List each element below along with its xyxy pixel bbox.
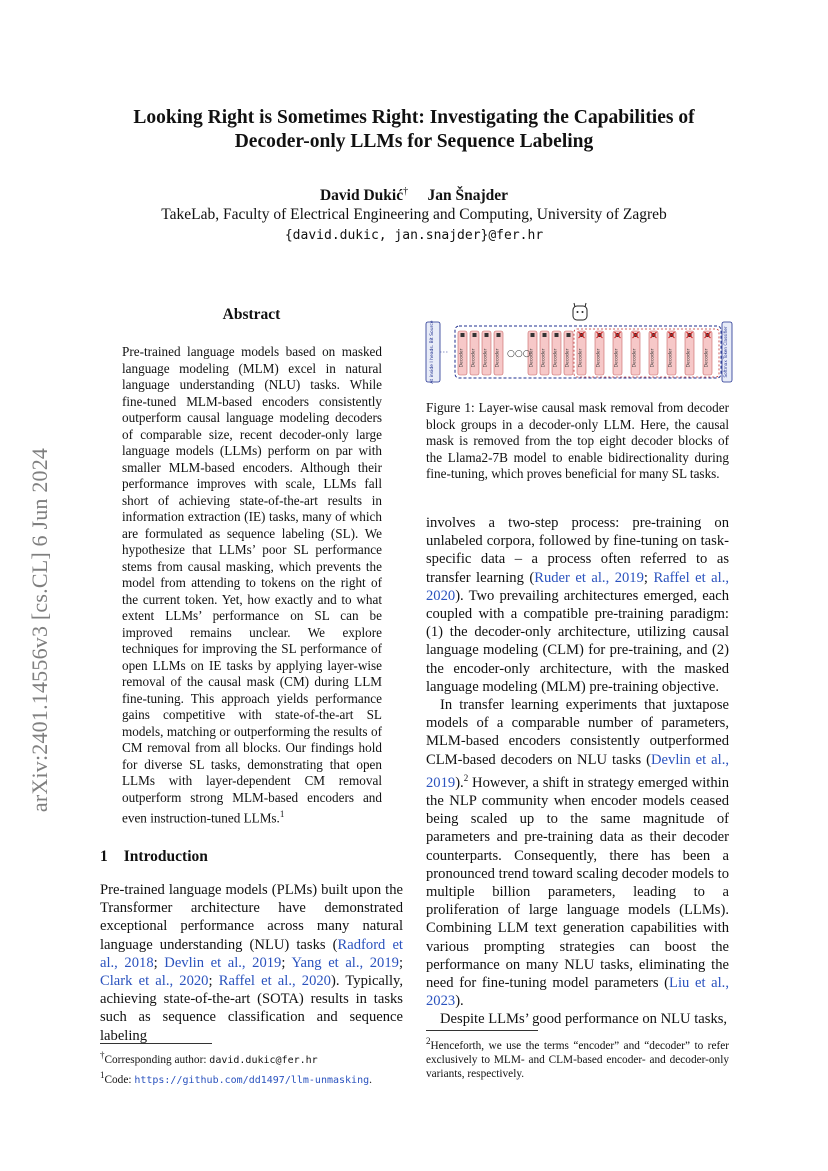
footnote-rule-left [100, 1043, 212, 1044]
footnote-1 [100, 1068, 420, 1088]
decoder-block [470, 331, 479, 375]
arxiv-stamp-text: arXiv:2401.14556v3 [cs.CL] 6 Jun 2024 [27, 447, 52, 813]
classifier-head-label: Softmax Token Classifier [723, 326, 728, 378]
citation-liu[interactable]: Liu et al., 2023 [426, 974, 729, 1010]
footnote-rule-right [426, 1030, 538, 1031]
decoder-block [540, 331, 549, 375]
footnote-dagger-mark: † [100, 1050, 105, 1060]
causal-mask-icon [473, 333, 477, 337]
decoder-label: Decoder [632, 348, 638, 368]
decoder-block [667, 331, 676, 375]
citation-ruder[interactable]: Ruder et al., 2019 [534, 569, 644, 586]
causal-mask-icon [567, 333, 571, 337]
abstract-heading: Abstract [222, 306, 281, 323]
decoder-label: Decoder [704, 348, 710, 368]
footnote-dagger [100, 1048, 420, 1068]
decoder-label: Decoder [553, 348, 559, 368]
right-p2-text-b: However, a shift in strategy emerged within the NLP community when encoder models ceased being scaled up to the same magnitude of parameters and pre-training data as their decoder counterparts. Consequently, there has been a pronounced trend toward scaling decoder models to multiple billion parameters, leading to a proliferation of large language models (LLMs). Combining LLM text generation capabilities with various prompting strategies can boost the performance on many NLU tasks, eliminating the need for fine-tuning model parameters ( [426, 774, 729, 991]
decoder-label: Decoder [686, 348, 692, 368]
citation-raffel-2[interactable]: Raffel et al., 2020 [426, 569, 729, 604]
footnote-1-text: Code: [104, 1073, 135, 1086]
decoder-label: Decoder [541, 348, 547, 368]
footnote-2 [426, 1034, 729, 1081]
ellipsis-dots: ○○○ [507, 349, 531, 359]
footnote-email[interactable]: david.dukic@fer.hr [209, 1054, 318, 1066]
causal-mask-icon [461, 333, 465, 337]
citation-devlin-2[interactable]: Devlin et al., 2019 [426, 751, 729, 791]
decoder-label: Decoder [596, 348, 602, 368]
right-paragraph-1: involves a two-step process: pre-training on unlabeled corpora, followed by fine-tuning on task-specific data – a process often referred to as transfer learning (Ruder et al., 2019; Raffel et al., 2020). Two prevailing architectures emerged, each coupled with a compatible pre-training paradigm: (1) the decoder-only architecture, utilizing causal language modeling (CLM) for pre-training, and (2) the encoder-only architecture, with the masked language modeling (MLM) pre-training objective. [426, 515, 729, 695]
title-line-1: Looking Right is Sometimes Right: Investigating the Capabilities of [133, 107, 695, 128]
citation-devlin[interactable]: Devlin et al., 2019 [164, 954, 282, 971]
footnotes-left [100, 1048, 420, 1088]
decoder-label: Decoder [668, 348, 674, 368]
arxiv-stamp [20, 380, 60, 880]
paper-title [100, 106, 728, 154]
llama-icon [573, 303, 587, 320]
decoder-label: Decoder [565, 348, 571, 368]
decoder-block [595, 331, 604, 375]
section-number: 1 [100, 848, 108, 865]
decoder-block [458, 331, 467, 375]
citation-radford[interactable]: Radford et al., 2018 [100, 936, 403, 971]
abstract-body [122, 344, 382, 827]
right-p1-text-b: ). Two prevailing architectures emerged, each coupled with a compatible pre-training paradigm: (1) the decoder-only architecture, utilizing causal language modeling (CLM) for pre-training, and (2) the encoder-only architecture, with the masked language modeling (MLM) pre-training objective. [426, 587, 729, 695]
decoder-block [631, 331, 640, 375]
classifier-head-box [722, 322, 732, 382]
decoder-label: Decoder [650, 348, 656, 368]
decoder-block [494, 331, 503, 375]
emails: {david.dukic, jan.snajder}@fer.hr [284, 228, 544, 243]
footnote-2-ref: 2 [463, 772, 469, 783]
decoder-block [564, 331, 573, 375]
author-1: David Dukić [319, 187, 404, 205]
author-1-mark: † [403, 186, 409, 197]
causal-mask-icon [555, 333, 559, 337]
footnote-1-mark: 1 [100, 1069, 105, 1080]
right-paragraph-3: Despite LLMs’ good performance on NLU tasks, [440, 1011, 728, 1028]
decoder-block [703, 331, 712, 375]
decoder-block [552, 331, 561, 375]
input-tokens-label: At inside I heads. Bit Source [430, 320, 435, 384]
section-title: Introduction [123, 848, 208, 865]
causal-mask-icon [531, 333, 535, 337]
intro-paragraphs-right [426, 514, 729, 1029]
right-paragraph-2: In transfer learning experiments that juxtapose models of a comparable number of parameters, MLM-based encoders consistently outperformed CLM-based decoders on NLU tasks (Devlin et al., 2019).$^2$ However, a shift in strategy emerged within the NLP community when encoder models ceased being scaled up to the same magnitude of parameters and pre-training data as their decoder counterparts. Consequently, there has been a pronounced trend toward scaling decoder models to multiple billion parameters, leading to a proliferation of large language models (LLMs). Combining LLM text generation capabilities with various prompting strategies can boost the performance on many NLU tasks, eliminating the need for fine-tuning model parameters (Liu et al., 2023). [426, 697, 729, 1010]
figure-1-diagram [424, 300, 734, 390]
intro-paragraph-left: Pre-trained language models (PLMs) built upon the Transformer architecture have demonstrated exceptional performance across many natural language understanding (NLU) tasks (Radford et al., 2018; Devlin et al., 2019; Yang et al., 2019; Clark et al., 2020; Raffel et al., 2020). Typically, achieving state-of-the-art (SOTA) results in tasks such as sequence classification and sequence labeling [100, 882, 404, 1044]
causal-mask-icon [485, 333, 489, 337]
decoder-block [613, 331, 622, 375]
input-tokens-box [426, 320, 440, 383]
decoder-label: Decoder [614, 348, 620, 368]
footnote-dagger-text: Corresponding author: [104, 1053, 210, 1066]
right-p1-text-a: involves a two-step process: pre-training on unlabeled corpora, followed by fine-tuning on task-specific data – a process often referred to as transfer learning ( [426, 515, 729, 586]
decoder-block [649, 331, 658, 375]
decoder-label: Decoder [529, 348, 535, 368]
authors [100, 186, 728, 205]
intro-text-b: ). Typically, achieving state-of-the-art (SOTA) results in tasks such as sequence classification and sequence labeling [100, 973, 404, 1044]
footnote-1-end: . [369, 1073, 372, 1086]
intro-text-a: Pre-trained language models (PLMs) built upon the Transformer architecture have demonstrated exceptional performance across many natural language understanding (NLU) tasks ( [100, 882, 403, 953]
decoder-label: Decoder [483, 348, 489, 368]
abstract-footnote-mark: 1 [279, 809, 285, 819]
author-2: Jan Šnajder [427, 187, 509, 205]
right-p2-text-a: In transfer learning experiments that juxtapose models of a comparable number of parameters, MLM-based encoders consistently outperformed CLM-based decoders on NLU tasks ( [426, 697, 729, 768]
causal-mask-icon [497, 333, 501, 337]
abstract-text: Pre-trained language models based on masked language modeling (MLM) excel in natural language understanding (NLU) tasks. While fine-tuned MLM-based encoders consistently outperform causal language modeling decoders of comparable size, recent decoder-only large language models (LLMs) perform on par with smaller MLM-based encoders. Although their performance improves with scale, LLMs fall short of achieving state-of-the-art results in information extraction (IE) tasks, many of which are formulated as sequence labeling (SL). We hypothesize that LLMs’ poor SL performance stems from causal masking, which prevents the model from attending to tokens on the right of the current token. Yet, how exactly and to what extent LLMs’ performance on SL can be improved remains unclear. We explore techniques for improving the SL performance of open LLMs on IE tasks by applying layer-wise removal of the causal mask (CM) during LLM fine-tuning. This approach yields performance gains competitive with state-of-the-art SL models, matching or outperforming the results of CM removal from all blocks. Our findings hold for diverse SL tasks, demonstrating that open LLMs with layer-dependent CM removal outperform strong MLM-based encoders and even instruction-tuned LLMs. [122, 344, 382, 826]
title-line-2: Decoder-only LLMs for Sequence Labeling [234, 131, 594, 152]
decoder-block [482, 331, 491, 375]
decoder-label: Decoder [495, 348, 501, 368]
citation-yang[interactable]: Yang et al., 2019 [291, 954, 399, 971]
causal-mask-icon [543, 333, 547, 337]
figure-1-caption: Figure 1: Layer-wise causal mask removal from decoder block groups in a decoder-only LLM. Here, the causal mask is removed from the top eight decoder blocks of the Llama2-7B model to enable bidirectionality during fine-tuning, which proves beneficial for many SL tasks. [426, 400, 729, 481]
citation-raffel[interactable]: Raffel et al., 2020 [218, 973, 331, 990]
decoder-label: Decoder [459, 348, 465, 368]
decoder-label: Decoder [578, 348, 584, 368]
decoder-label: Decoder [471, 348, 477, 368]
footnote-2-text: Henceforth, we use the terms “encoder” and “decoder” to refer exclusively to MLM- and CLM-based encoder- and decoder-only variants, respectively. [426, 1039, 729, 1080]
section-heading [100, 848, 208, 866]
footnote-2-mark: 2 [426, 1036, 431, 1046]
affiliation: TakeLab, Faculty of Electrical Engineering and Computing, University of Zagreb [161, 206, 667, 223]
decoder-blocks [458, 331, 712, 375]
code-url-link[interactable]: https://github.com/dd1497/llm-unmasking [134, 1074, 370, 1086]
decoder-block [685, 331, 694, 375]
citation-clark[interactable]: Clark et al., 2020 [100, 973, 209, 990]
decoder-block [577, 331, 586, 375]
right-p2-text-c: ). [455, 993, 464, 1010]
